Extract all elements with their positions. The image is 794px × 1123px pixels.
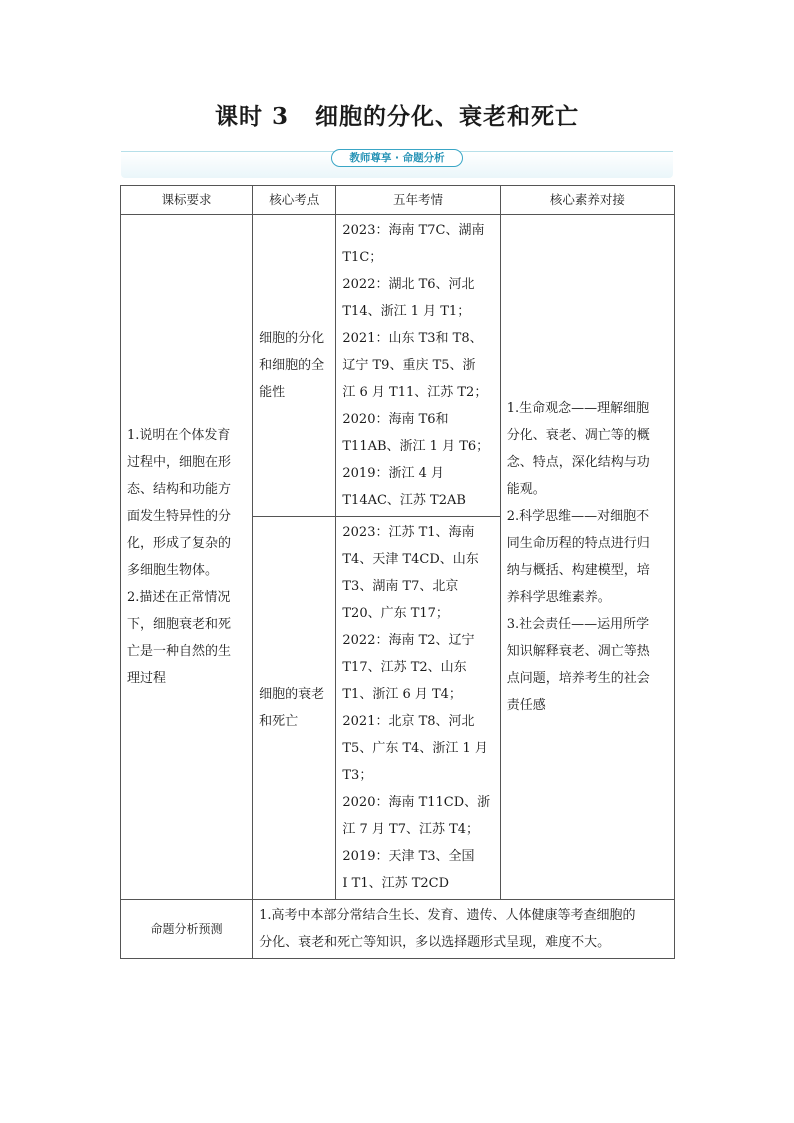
text-line: 下，细胞衰老和死 — [127, 617, 232, 632]
prediction-cell — [253, 900, 675, 959]
text-line: 念、特点，深化结构与功 — [506, 455, 650, 470]
text-line: T1、浙江 6 月 T4； — [342, 687, 462, 702]
text-line: T5、广东 T4、浙江 1 月 — [342, 741, 488, 756]
text-line: T11AB、浙江 1 月 T6； — [342, 439, 490, 454]
text-line: 能观。 — [506, 482, 546, 497]
text-line: 亡是一种自然的生 — [127, 644, 232, 659]
text-line: 责任感 — [506, 698, 546, 713]
text-line: 2.科学思维——对细胞不 — [506, 509, 650, 524]
text-line: 江 7 月 T7、江苏 T4； — [342, 822, 480, 837]
text-line: 2023：江苏 T1、海南 — [342, 525, 475, 540]
header-exam: 五年考情 — [336, 186, 500, 215]
topic-cell — [253, 215, 336, 517]
text-line: 江 6 月 T11、江苏 T2； — [342, 385, 488, 400]
text-line: 纳与概括、构建模型，培 — [506, 563, 650, 578]
section-banner — [121, 151, 673, 178]
text-line: T20、广东 T17； — [342, 606, 449, 621]
text-line: 同生命历程的特点进行归 — [506, 536, 650, 551]
text-line: T1C； — [342, 250, 383, 265]
text-line: 过程中，细胞在形 — [127, 455, 232, 470]
text-line: T14、浙江 1 月 T1； — [342, 304, 471, 319]
text-line: 2021：山东 T3和 T8、 — [342, 331, 483, 346]
text-line: 2022：湖北 T6、河北 — [342, 277, 475, 292]
table-header-row — [121, 186, 675, 215]
text-line: 2020：海南 T6和 — [342, 412, 449, 427]
table-row — [121, 215, 675, 517]
text-line: 2019：浙江 4 月 — [342, 466, 444, 481]
text-line: 多细胞生物体。 — [127, 563, 219, 578]
exam-cell — [336, 215, 500, 517]
text-line: 能性 — [259, 385, 286, 400]
analysis-table — [120, 185, 675, 959]
text-line: 分化、衰老、凋亡等的概 — [506, 428, 650, 443]
lesson-topic: 细胞的分化、衰老和死亡 — [315, 103, 579, 130]
text-line: 2019：天津 T3、全国 — [342, 849, 475, 864]
lesson-number: 课时 3 — [214, 103, 289, 130]
requirement-cell — [121, 215, 253, 900]
header-requirement: 课标要求 — [121, 186, 253, 215]
text-line: 1.说明在个体发育 — [127, 428, 231, 443]
text-line: 2020：海南 T11CD、浙 — [342, 795, 491, 810]
text-line: T14AC、江苏 T2AB — [342, 493, 466, 508]
text-line: 1.生命观念——理解细胞 — [506, 401, 650, 416]
text-line: T4、天津 T4CD、山东 — [342, 552, 479, 567]
text-line: 和死亡 — [259, 714, 299, 729]
topic-cell — [253, 517, 336, 900]
header-topic: 核心考点 — [253, 186, 336, 215]
text-line: 分化、衰老和死亡等知识，多以选择题形式呈现，难度不大。 — [259, 935, 611, 950]
text-line: 细胞的分化 — [259, 331, 325, 346]
banner-label: 教师尊享 · 命题分析 — [331, 149, 463, 167]
page-title — [0, 98, 794, 131]
prediction-row — [121, 900, 675, 959]
text-line: Ⅰ T1、江苏 T2CD — [342, 876, 450, 891]
text-line: T3； — [342, 768, 373, 783]
text-line: 2021：北京 T8、河北 — [342, 714, 475, 729]
text-line: 辽宁 T9、重庆 T5、浙 — [342, 358, 476, 373]
text-line: 理过程 — [127, 671, 167, 686]
text-line: 知识解释衰老、凋亡等热 — [506, 644, 650, 659]
text-line: T3、湖南 T7、北京 — [342, 579, 459, 594]
text-line: 和细胞的全 — [259, 358, 325, 373]
prediction-label: 命题分析预测 — [121, 900, 253, 959]
text-line: 点问题，培养考生的社会 — [506, 671, 650, 686]
text-line: 1.高考中本部分常结合生长、发育、遗传、人体健康等考查细胞的 — [259, 908, 636, 923]
text-line: 细胞的衰老 — [259, 687, 325, 702]
text-line: 面发生特异性的分 — [127, 509, 232, 524]
text-line: 态、结构和功能方 — [127, 482, 232, 497]
exam-cell — [336, 517, 500, 900]
literacy-cell — [500, 215, 674, 900]
header-literacy: 核心素养对接 — [500, 186, 674, 215]
text-line: 养科学思维素养。 — [506, 590, 611, 605]
text-line: T17、江苏 T2、山东 — [342, 660, 467, 675]
text-line: 3.社会责任——运用所学 — [506, 617, 650, 632]
text-line: 2023：海南 T7C、湖南 — [342, 223, 485, 238]
text-line: 2.描述在正常情况 — [127, 590, 231, 605]
text-line: 化，形成了复杂的 — [127, 536, 232, 551]
text-line: 2022：海南 T2、辽宁 — [342, 633, 475, 648]
